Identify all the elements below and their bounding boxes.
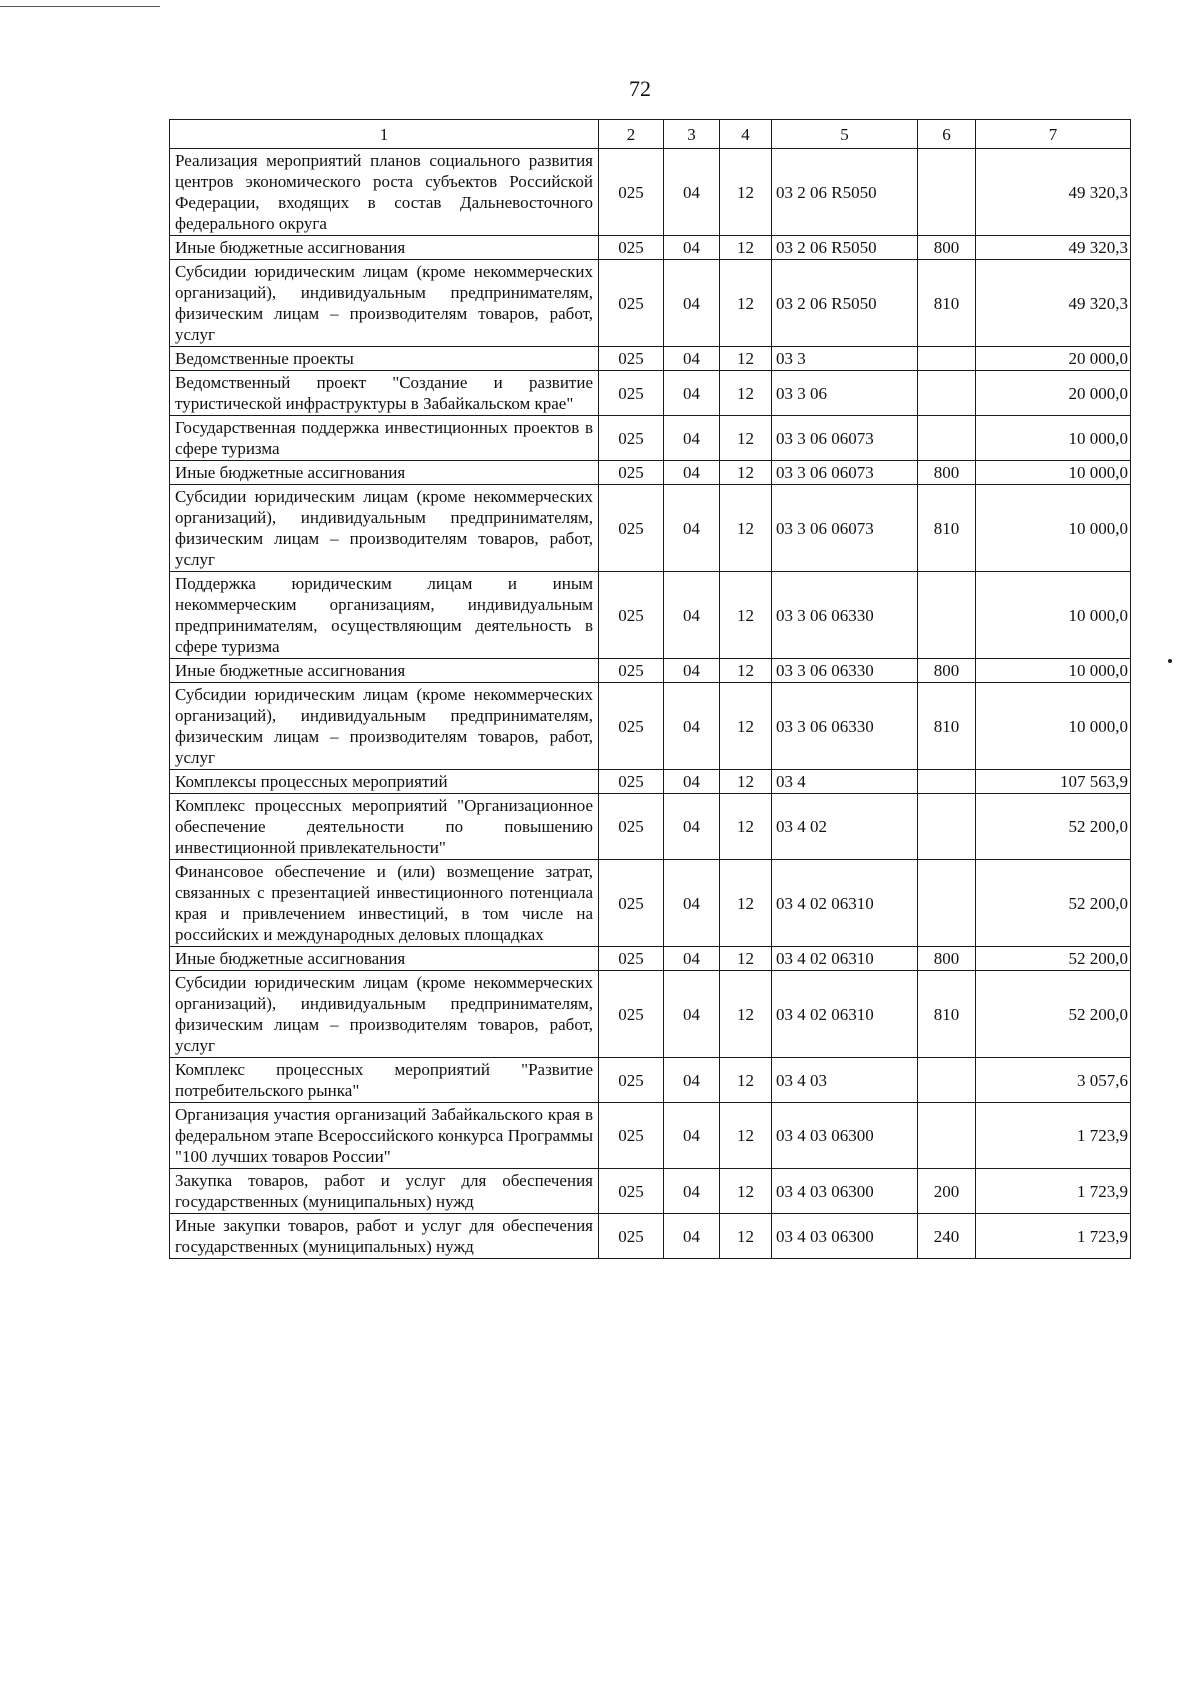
ministry-code-cell: 025 [599, 860, 664, 947]
row-name-cell: Комплексы процессных мероприятий [170, 770, 599, 794]
ministry-code-cell: 025 [599, 1214, 664, 1259]
column-header: 7 [976, 120, 1131, 149]
section-code-cell: 04 [664, 947, 720, 971]
amount-cell: 1 723,9 [976, 1103, 1131, 1169]
scan-speck [1168, 659, 1172, 663]
expense-type-cell: 810 [918, 971, 976, 1058]
row-name-cell: Субсидии юридическим лицам (кроме некоммерческих организаций), индивидуальным предпринимателям, физическим лицам – производителям товаров, работ, услуг [170, 260, 599, 347]
column-header: 3 [664, 120, 720, 149]
section-code-cell: 04 [664, 794, 720, 860]
table-row [170, 1103, 1131, 1169]
row-name-cell: Иные бюджетные ассигнования [170, 461, 599, 485]
subsection-code-cell: 12 [720, 461, 772, 485]
column-header: 6 [918, 120, 976, 149]
expense-type-cell [918, 371, 976, 416]
ministry-code-cell: 025 [599, 1103, 664, 1169]
table-row [170, 947, 1131, 971]
amount-cell: 10 000,0 [976, 461, 1131, 485]
table-row [170, 1214, 1131, 1259]
ministry-code-cell: 025 [599, 461, 664, 485]
subsection-code-cell: 12 [720, 770, 772, 794]
target-article-cell: 03 3 06 06073 [772, 461, 918, 485]
table-row [170, 683, 1131, 770]
ministry-code-cell: 025 [599, 260, 664, 347]
subsection-code-cell: 12 [720, 1214, 772, 1259]
row-name-cell: Финансовое обеспечение и (или) возмещение затрат, связанных с презентацией инвестиционного потенциала края и привлечением инвестиций, в том числе на российских и международных деловых площадках [170, 860, 599, 947]
column-header: 4 [720, 120, 772, 149]
expense-type-cell: 800 [918, 236, 976, 260]
column-header: 2 [599, 120, 664, 149]
section-code-cell: 04 [664, 347, 720, 371]
amount-cell: 107 563,9 [976, 770, 1131, 794]
amount-cell: 10 000,0 [976, 572, 1131, 659]
target-article-cell: 03 4 03 06300 [772, 1214, 918, 1259]
ministry-code-cell: 025 [599, 947, 664, 971]
expense-type-cell [918, 347, 976, 371]
amount-cell: 10 000,0 [976, 659, 1131, 683]
table-row [170, 794, 1131, 860]
section-code-cell: 04 [664, 416, 720, 461]
target-article-cell: 03 2 06 R5050 [772, 236, 918, 260]
target-article-cell: 03 4 [772, 770, 918, 794]
table-body [170, 149, 1131, 1259]
subsection-code-cell: 12 [720, 1058, 772, 1103]
row-name-cell: Иные бюджетные ассигнования [170, 947, 599, 971]
ministry-code-cell: 025 [599, 1058, 664, 1103]
row-name-cell: Реализация мероприятий планов социального развития центров экономического роста субъектов Российской Федерации, входящих в состав Дальневосточного федерального округа [170, 149, 599, 236]
amount-cell: 52 200,0 [976, 947, 1131, 971]
section-code-cell: 04 [664, 770, 720, 794]
section-code-cell: 04 [664, 860, 720, 947]
ministry-code-cell: 025 [599, 347, 664, 371]
ministry-code-cell: 025 [599, 683, 664, 770]
expense-type-cell [918, 1103, 976, 1169]
subsection-code-cell: 12 [720, 683, 772, 770]
section-code-cell: 04 [664, 485, 720, 572]
subsection-code-cell: 12 [720, 947, 772, 971]
section-code-cell: 04 [664, 371, 720, 416]
subsection-code-cell: 12 [720, 971, 772, 1058]
target-article-cell: 03 3 06 06073 [772, 416, 918, 461]
amount-cell: 1 723,9 [976, 1169, 1131, 1214]
row-name-cell: Субсидии юридическим лицам (кроме некоммерческих организаций), индивидуальным предпринимателям, физическим лицам – производителям товаров, работ, услуг [170, 683, 599, 770]
section-code-cell: 04 [664, 971, 720, 1058]
table-row [170, 236, 1131, 260]
target-article-cell: 03 4 03 06300 [772, 1103, 918, 1169]
section-code-cell: 04 [664, 1103, 720, 1169]
target-article-cell: 03 4 03 [772, 1058, 918, 1103]
ministry-code-cell: 025 [599, 485, 664, 572]
subsection-code-cell: 12 [720, 572, 772, 659]
ministry-code-cell: 025 [599, 149, 664, 236]
ministry-code-cell: 025 [599, 416, 664, 461]
section-code-cell: 04 [664, 1169, 720, 1214]
table-row [170, 971, 1131, 1058]
subsection-code-cell: 12 [720, 236, 772, 260]
section-code-cell: 04 [664, 236, 720, 260]
scan-artifact-line [0, 6, 160, 7]
expense-type-cell: 240 [918, 1214, 976, 1259]
expense-type-cell [918, 794, 976, 860]
target-article-cell: 03 4 02 06310 [772, 971, 918, 1058]
subsection-code-cell: 12 [720, 260, 772, 347]
expense-type-cell [918, 860, 976, 947]
subsection-code-cell: 12 [720, 347, 772, 371]
row-name-cell: Ведомственные проекты [170, 347, 599, 371]
amount-cell: 49 320,3 [976, 236, 1131, 260]
expense-type-cell [918, 1058, 976, 1103]
amount-cell: 3 057,6 [976, 1058, 1131, 1103]
row-name-cell: Субсидии юридическим лицам (кроме некоммерческих организаций), индивидуальным предпринимателям, физическим лицам – производителям товаров, работ, услуг [170, 971, 599, 1058]
expense-type-cell: 810 [918, 260, 976, 347]
section-code-cell: 04 [664, 260, 720, 347]
section-code-cell: 04 [664, 683, 720, 770]
amount-cell: 52 200,0 [976, 971, 1131, 1058]
target-article-cell: 03 4 02 06310 [772, 860, 918, 947]
expense-type-cell: 800 [918, 461, 976, 485]
amount-cell: 20 000,0 [976, 347, 1131, 371]
table-row [170, 770, 1131, 794]
amount-cell: 49 320,3 [976, 260, 1131, 347]
table-row [170, 572, 1131, 659]
row-name-cell: Поддержка юридическим лицам и иным некоммерческим организациям, индивидуальным предпринимателям, осуществляющим деятельность в сфере туризма [170, 572, 599, 659]
amount-cell: 10 000,0 [976, 485, 1131, 572]
expense-type-cell: 810 [918, 683, 976, 770]
amount-cell: 10 000,0 [976, 416, 1131, 461]
target-article-cell: 03 3 06 [772, 371, 918, 416]
column-header: 1 [170, 120, 599, 149]
column-header: 5 [772, 120, 918, 149]
ministry-code-cell: 025 [599, 572, 664, 659]
amount-cell: 10 000,0 [976, 683, 1131, 770]
row-name-cell: Организация участия организаций Забайкальского края в федеральном этапе Всероссийского конкурса Программы "100 лучших товаров России" [170, 1103, 599, 1169]
table-row [170, 1169, 1131, 1214]
subsection-code-cell: 12 [720, 416, 772, 461]
section-code-cell: 04 [664, 1214, 720, 1259]
expense-type-cell [918, 770, 976, 794]
table-row [170, 1058, 1131, 1103]
expense-type-cell: 800 [918, 659, 976, 683]
target-article-cell: 03 2 06 R5050 [772, 260, 918, 347]
table-header-row [170, 120, 1131, 149]
table-row [170, 416, 1131, 461]
row-name-cell: Закупка товаров, работ и услуг для обеспечения государственных (муниципальных) нужд [170, 1169, 599, 1214]
target-article-cell: 03 3 06 06073 [772, 485, 918, 572]
section-code-cell: 04 [664, 572, 720, 659]
target-article-cell: 03 4 03 06300 [772, 1169, 918, 1214]
target-article-cell: 03 3 06 06330 [772, 659, 918, 683]
row-name-cell: Ведомственный проект "Создание и развитие туристической инфраструктуры в Забайкальском крае" [170, 371, 599, 416]
section-code-cell: 04 [664, 461, 720, 485]
subsection-code-cell: 12 [720, 1103, 772, 1169]
table-row [170, 149, 1131, 236]
subsection-code-cell: 12 [720, 485, 772, 572]
ministry-code-cell: 025 [599, 236, 664, 260]
row-name-cell: Комплекс процессных мероприятий "Организационное обеспечение деятельности по повышению инвестиционной привлекательности" [170, 794, 599, 860]
section-code-cell: 04 [664, 149, 720, 236]
ministry-code-cell: 025 [599, 770, 664, 794]
target-article-cell: 03 4 02 [772, 794, 918, 860]
row-name-cell: Государственная поддержка инвестиционных проектов в сфере туризма [170, 416, 599, 461]
amount-cell: 1 723,9 [976, 1214, 1131, 1259]
section-code-cell: 04 [664, 659, 720, 683]
row-name-cell: Иные бюджетные ассигнования [170, 659, 599, 683]
target-article-cell: 03 2 06 R5050 [772, 149, 918, 236]
expense-type-cell: 200 [918, 1169, 976, 1214]
subsection-code-cell: 12 [720, 659, 772, 683]
expense-type-cell [918, 149, 976, 236]
row-name-cell: Субсидии юридическим лицам (кроме некоммерческих организаций), индивидуальным предпринимателям, физическим лицам – производителям товаров, работ, услуг [170, 485, 599, 572]
subsection-code-cell: 12 [720, 794, 772, 860]
table-row [170, 485, 1131, 572]
target-article-cell: 03 3 [772, 347, 918, 371]
ministry-code-cell: 025 [599, 1169, 664, 1214]
ministry-code-cell: 025 [599, 659, 664, 683]
budget-table [169, 119, 1131, 1259]
amount-cell: 20 000,0 [976, 371, 1131, 416]
table-row [170, 860, 1131, 947]
target-article-cell: 03 3 06 06330 [772, 572, 918, 659]
subsection-code-cell: 12 [720, 371, 772, 416]
table-row [170, 347, 1131, 371]
row-name-cell: Комплекс процессных мероприятий "Развитие потребительского рынка" [170, 1058, 599, 1103]
expense-type-cell [918, 416, 976, 461]
amount-cell: 52 200,0 [976, 860, 1131, 947]
subsection-code-cell: 12 [720, 860, 772, 947]
table-row [170, 260, 1131, 347]
expense-type-cell [918, 572, 976, 659]
expense-type-cell: 810 [918, 485, 976, 572]
table-row [170, 659, 1131, 683]
subsection-code-cell: 12 [720, 149, 772, 236]
amount-cell: 49 320,3 [976, 149, 1131, 236]
amount-cell: 52 200,0 [976, 794, 1131, 860]
row-name-cell: Иные бюджетные ассигнования [170, 236, 599, 260]
page-number: 72 [629, 76, 651, 101]
ministry-code-cell: 025 [599, 971, 664, 1058]
section-code-cell: 04 [664, 1058, 720, 1103]
expense-type-cell: 800 [918, 947, 976, 971]
table-row [170, 371, 1131, 416]
ministry-code-cell: 025 [599, 371, 664, 416]
ministry-code-cell: 025 [599, 794, 664, 860]
target-article-cell: 03 4 02 06310 [772, 947, 918, 971]
target-article-cell: 03 3 06 06330 [772, 683, 918, 770]
subsection-code-cell: 12 [720, 1169, 772, 1214]
table-row [170, 461, 1131, 485]
row-name-cell: Иные закупки товаров, работ и услуг для обеспечения государственных (муниципальных) нужд [170, 1214, 599, 1259]
